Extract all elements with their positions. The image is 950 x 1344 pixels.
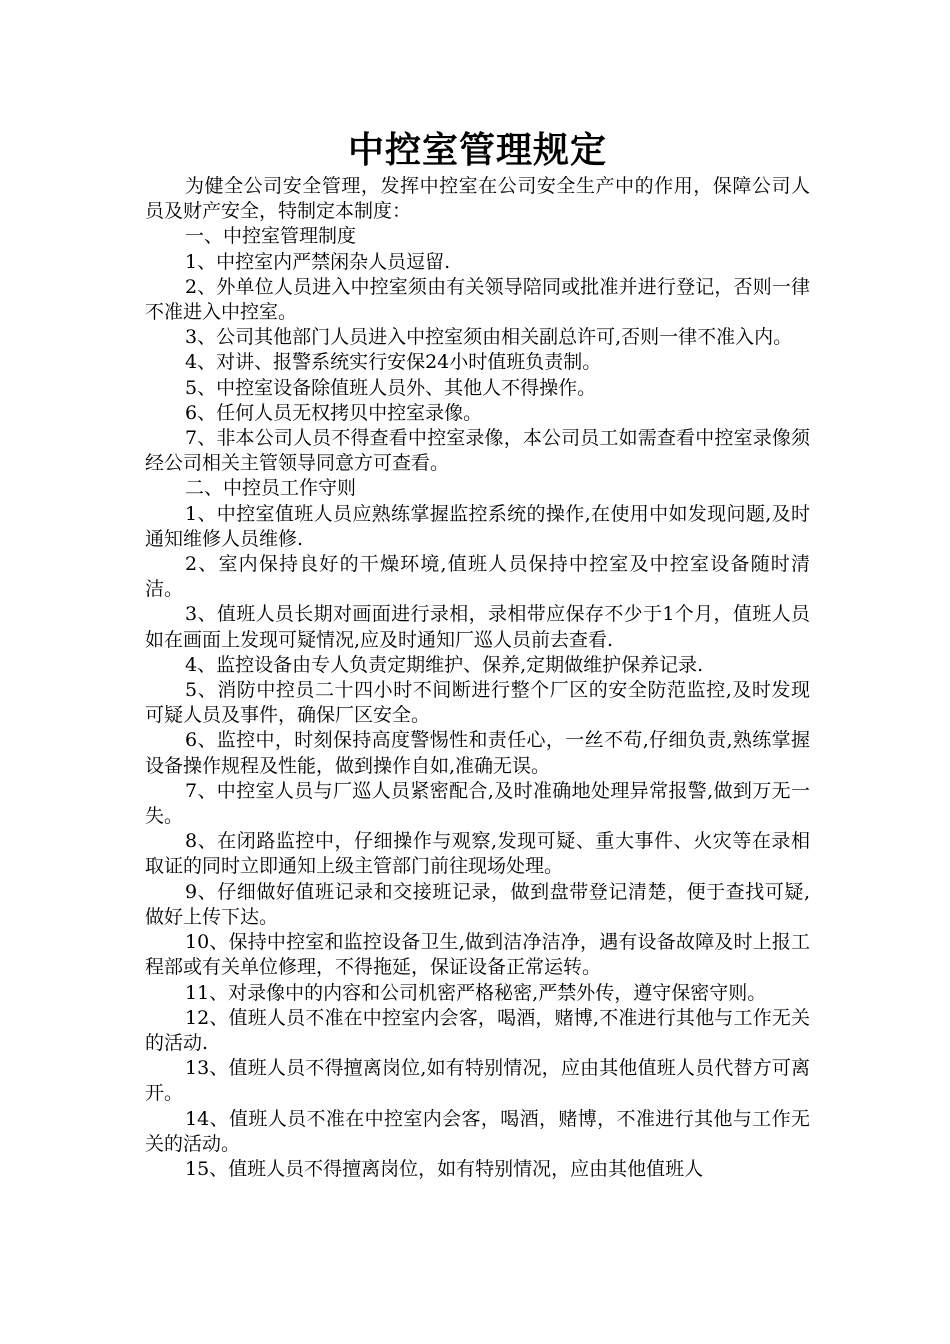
section-heading-2: 二、中控员工作守则 — [185, 477, 357, 500]
rule-paragraph: 13、值班人员不得擅离岗位,如有特别情况，应由其他值班人员代替方可离开。 — [145, 1057, 810, 1105]
rule-paragraph: 1、中控室值班人员应熟练掌握监控系统的操作,在使用中如发现问题,及时通知维修人员维修. — [145, 502, 810, 550]
rule-paragraph: 5、中控室设备除值班人员外、其他人不得操作。 — [185, 376, 597, 399]
rule-paragraph: 6、任何人员无权拷贝中控室录像。 — [185, 401, 483, 424]
rule-paragraph: 7、中控室人员与厂巡人员紧密配合,及时准确地处理异常报警,做到万无一失。 — [145, 779, 810, 828]
rule-paragraph: 14、值班人员不准在中控室内会客，喝酒，赌博，不准进行其他与工作无关的活动。 — [145, 1107, 810, 1155]
rule-paragraph: 8、在闭路监控中，仔细操作与观察,发现可疑、重大事件、火灾等在录相取证的同时立即通知上级主管部门前往现场处理。 — [145, 830, 810, 878]
rule-paragraph: 3、值班人员长期对画面进行录相，录相带应保存不少于1个月，值班人员如在画面上发现可疑情况,应及时通知厂巡人员前去查看. — [145, 603, 810, 651]
intro-paragraph: 为健全公司安全管理，发挥中控室在公司安全生产中的作用，保障公司人员及财产安全，特制定本制度： — [145, 175, 810, 223]
rule-paragraph: 10、保持中控室和监控设备卫生,做到洁净洁净，遇有设备故障及时上报工程部或有关单位修理，不得拖延，保证设备正常运转。 — [145, 931, 810, 979]
document-page — [145, 126, 810, 1182]
rule-paragraph: 4、监控设备由专人负责定期维护、保养,定期做维护保养记录. — [185, 653, 704, 676]
rule-paragraph: 4、对讲、报警系统实行安保24小时值班负责制。 — [185, 351, 602, 374]
rule-paragraph: 2、室内保持良好的干燥环境,值班人员保持中控室及中控室设备随时清洁。 — [145, 553, 810, 601]
rule-paragraph: 5、消防中控员二十四小时不间断进行整个厂区的安全防范监控,及时发现可疑人员及事件，确保厂区安全。 — [145, 679, 810, 727]
rule-paragraph: 6、监控中，时刻保持高度警惕性和责任心，一丝不苟,仔细负责,熟练掌握设备操作规程及性能，做到操作自如,准确无误。 — [145, 729, 810, 777]
rule-paragraph: 12、值班人员不准在中控室内会客，喝酒，赌博,不准进行其他与工作无关的活动. — [145, 1006, 810, 1054]
rule-paragraph: 9、仔细做好值班记录和交接班记录，做到盘带登记清楚，便于查找可疑,做好上传下达。 — [145, 880, 810, 928]
rule-paragraph: 2、外单位人员进入中控室须由有关领导陪同或批准并进行登记，否则一律不准进入中控室。 — [145, 275, 810, 324]
document-body — [145, 174, 810, 1182]
rule-paragraph: 11、对录像中的内容和公司机密严格秘密,严禁外传，遵守保密守则。 — [185, 981, 767, 1004]
rule-paragraph: 7、非本公司人员不得查看中控室录像，本公司员工如需查看中控室录像须经公司相关主管领导同意方可查看。 — [145, 427, 810, 475]
section-heading-1: 一、中控室管理制度 — [185, 225, 357, 248]
rule-paragraph: 3、公司其他部门人员进入中控室须由相关副总许可,否则一律不准入内。 — [185, 326, 793, 349]
rule-paragraph: 1、中控室内严禁闲杂人员逗留. — [185, 250, 451, 273]
document-title: 中控室管理规定 — [347, 129, 607, 171]
rule-paragraph: 15、值班人员不得擅离岗位，如有特别情况，应由其他值班人 — [185, 1157, 704, 1180]
